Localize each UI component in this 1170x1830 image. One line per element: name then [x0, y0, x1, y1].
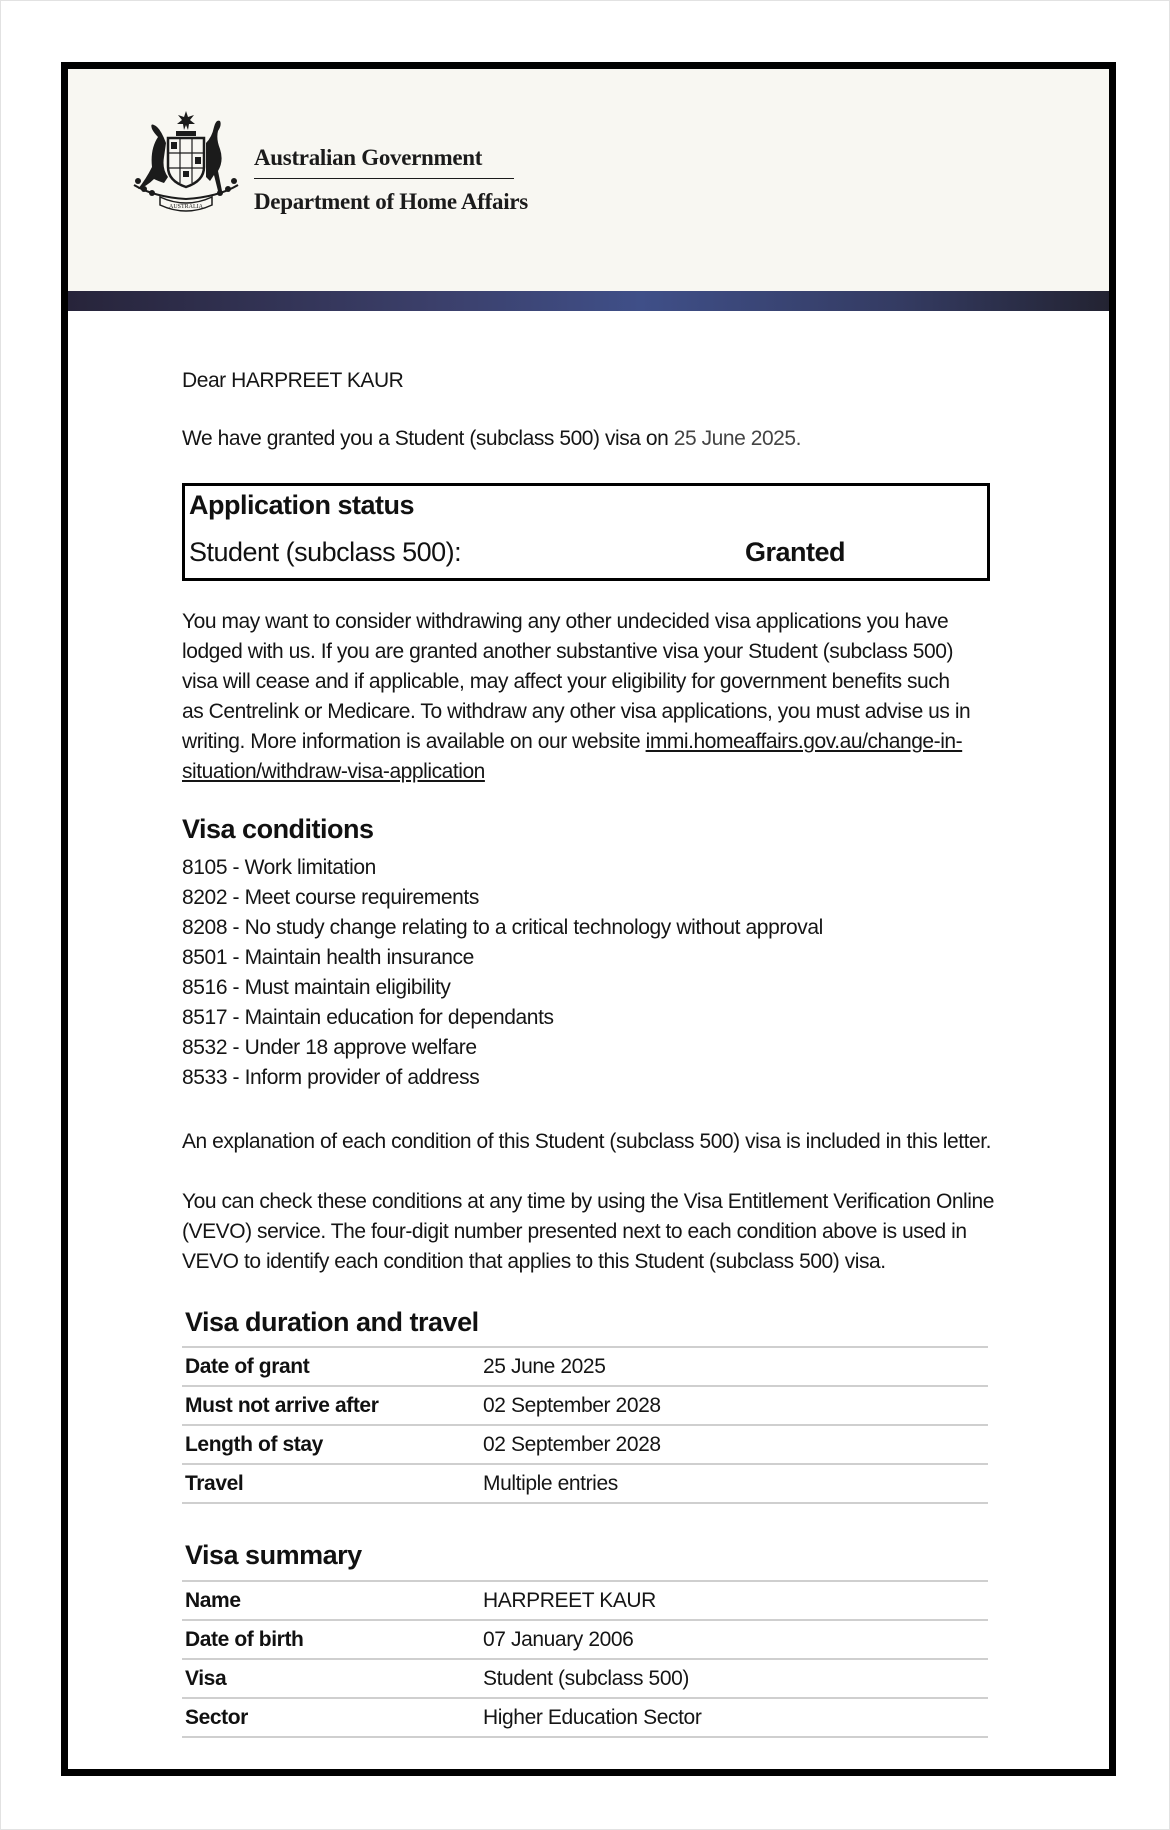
condition-item: 8501 - Maintain health insurance: [182, 946, 474, 969]
row-value: Higher Education Sector: [480, 1698, 988, 1737]
table-row: [182, 1386, 988, 1425]
condition-item: 8208 - No study change relating to a critical technology without approval: [182, 916, 823, 939]
grant-sentence-text: We have granted you a Student (subclass 500) visa on: [182, 427, 669, 450]
withdraw-paragraph-text: writing. More information is available on our website: [182, 730, 641, 753]
row-value: 25 June 2025: [480, 1347, 988, 1386]
government-name: Australian Government: [254, 145, 514, 179]
table-row: [182, 1347, 988, 1386]
status-visa-label: Student (subclass 500):: [189, 537, 462, 567]
condition-item: 8532 - Under 18 approve welfare: [182, 1036, 477, 1059]
row-label: Date of birth: [182, 1620, 480, 1659]
table-row: [182, 1698, 988, 1737]
condition-item: 8202 - Meet course requirements: [182, 886, 479, 909]
withdraw-paragraph-line: [182, 727, 962, 757]
withdraw-info-link-continued[interactable]: situation/withdraw-visa-application: [182, 760, 485, 783]
header-stripe: [68, 291, 1109, 311]
letter-frame: [61, 62, 1116, 1776]
vevo-paragraph-line: You can check these conditions at any time by using the Visa Entitlement Verification Online: [182, 1190, 994, 1213]
row-label: Visa: [182, 1659, 480, 1698]
row-value: 07 January 2006: [480, 1620, 988, 1659]
row-value: 02 September 2028: [480, 1425, 988, 1464]
table-row: [182, 1620, 988, 1659]
table-row: [182, 1425, 988, 1464]
row-label: Name: [182, 1581, 480, 1620]
vevo-paragraph-line: VEVO to identify each condition that applies to this Student (subclass 500) visa.: [182, 1250, 886, 1273]
row-value: 02 September 2028: [480, 1386, 988, 1425]
withdraw-paragraph-line: as Centrelink or Medicare. To withdraw any other visa applications, you must advise us in: [182, 700, 971, 723]
visa-conditions-list: [182, 853, 823, 1093]
withdraw-paragraph-line: You may want to consider withdrawing any other undecided visa applications you have: [182, 610, 949, 633]
row-value: Student (subclass 500): [480, 1659, 988, 1698]
visa-summary-table: [182, 1580, 988, 1738]
row-label: Travel: [182, 1464, 480, 1503]
condition-item: 8516 - Must maintain eligibility: [182, 976, 451, 999]
row-value: Multiple entries: [480, 1464, 988, 1503]
greeting: Dear HARPREET KAUR: [182, 369, 404, 392]
withdraw-paragraph-line: lodged with us. If you are granted another substantive visa your Student (subclass 500): [182, 640, 953, 663]
conditions-explanation: An explanation of each condition of this Student (subclass 500) visa is included in this letter.: [182, 1130, 991, 1153]
withdraw-paragraph-line: [182, 757, 485, 787]
table-row: [182, 1464, 988, 1503]
withdraw-info-link[interactable]: immi.homeaffairs.gov.au/change-in-: [645, 730, 963, 753]
application-status-title: Application status: [189, 490, 415, 520]
department-name: Department of Home Affairs: [254, 189, 528, 214]
grant-date: 25 June 2025.: [673, 427, 802, 450]
condition-item: 8105 - Work limitation: [182, 856, 376, 879]
condition-item: 8533 - Inform provider of address: [182, 1066, 480, 1089]
letterhead: [68, 69, 1109, 291]
visa-duration-table: [182, 1346, 988, 1504]
withdraw-paragraph-line: visa will cease and if applicable, may affect your eligibility for government benefits such: [182, 670, 950, 693]
government-wordmark: [254, 145, 528, 215]
crest-banner-text: AUSTRALIA: [169, 204, 203, 210]
visa-duration-title: Visa duration and travel: [185, 1307, 479, 1337]
coat-of-arms-icon: [124, 109, 248, 219]
row-label: Date of grant: [182, 1347, 480, 1386]
row-label: Sector: [182, 1698, 480, 1737]
condition-item: 8517 - Maintain education for dependants: [182, 1006, 554, 1029]
application-status-box: [182, 483, 990, 581]
vevo-paragraph-line: (VEVO) service. The four-digit number presented next to each condition above is used in: [182, 1220, 967, 1243]
status-value: Granted: [745, 537, 846, 567]
table-row: [182, 1581, 988, 1620]
row-label: Length of stay: [182, 1425, 480, 1464]
table-row: [182, 1659, 988, 1698]
row-value: HARPREET KAUR: [480, 1581, 988, 1620]
grant-sentence: [182, 424, 801, 454]
visa-summary-title: Visa summary: [185, 1540, 362, 1570]
row-label: Must not arrive after: [182, 1386, 480, 1425]
visa-conditions-title: Visa conditions: [182, 814, 374, 844]
